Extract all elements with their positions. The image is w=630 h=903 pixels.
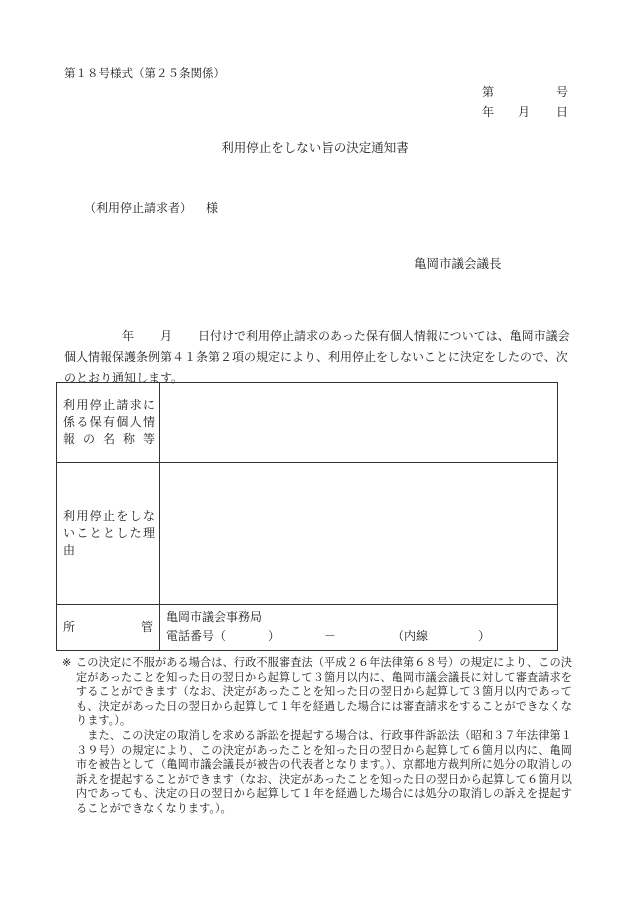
- reason-value: [160, 463, 558, 605]
- decision-table: [56, 382, 558, 651]
- note-appeal: この決定に不服がある場合は、行政不服審査法（平成２６年法律第６８号）の規定により、この決定があったことを知った日の翌日から起算して３箇月以内に、亀岡市議会議長に対して審査請求をすることができます（なお、決定があったことを知った日の翌日から起算して３箇月以内であっても、決定があった日の翌日から起算して１年を経過した場合には審査請求をすることができなくなります。）。: [76, 656, 572, 728]
- phone-close: ）: [268, 628, 281, 643]
- office-name: 亀岡市議会事務局: [166, 609, 263, 624]
- date-month: 月: [518, 105, 531, 119]
- extension-label: （内線: [392, 628, 429, 643]
- reason-label: 利用停止をしないこととした理由: [63, 509, 155, 557]
- addressee-honorific: 様: [206, 201, 219, 215]
- body-text: 日付けで利用停止請求のあった保有個人情報については、亀岡市議会個人情報保護条例第４１条第２項の規定により、利用停止をしないことに決定をしたので、次のとおり通知します。: [64, 329, 570, 385]
- table-row: [57, 605, 558, 651]
- office-cell: [160, 605, 558, 651]
- reason-label-cell: [57, 463, 160, 605]
- sender: 亀岡市議会議長: [414, 256, 502, 271]
- jurisdiction-label-left: 所: [63, 620, 76, 635]
- document-number-suffix: 号: [556, 85, 569, 99]
- info-name-label: 利用停止請求に係る保有個人情報の名称等: [63, 398, 155, 446]
- info-name-value: [160, 383, 558, 463]
- table-row: [57, 463, 558, 605]
- body-month: 月: [160, 329, 173, 343]
- info-name-label-cell: [57, 383, 160, 463]
- addressee: [84, 200, 218, 216]
- jurisdiction-label: [63, 619, 155, 635]
- notes: [62, 656, 572, 817]
- jurisdiction-label-right: 管: [140, 620, 153, 635]
- note-lawsuit: また、この決定の取消しを求める訴訟を提起する場合は、行政事件訴訟法（昭和３７年法律第１３９号）の規定により、この決定があったことを知った日の翌日から起算して６箇月以内に、亀岡市を被告として（亀岡市議会議長が被告の代表者となります。）、京都地方裁判所に処分の取消しの訴えを提起することができます（なお、決定があったことを知った日の翌日から起算して６箇月以内であっても、決定の日の翌日から起算して１年を経過した場合には処分の取消しの訴えを提起することができなくなります。）。: [76, 728, 572, 815]
- form-number: 第１８号様式（第２５条関係）: [64, 66, 225, 80]
- body-year: 年: [122, 329, 135, 343]
- jurisdiction-label-cell: [57, 605, 160, 651]
- notice-body: [64, 326, 574, 389]
- phone-label: 電話番号（: [166, 628, 227, 643]
- document-title: 利用停止をしない旨の決定通知書: [221, 140, 409, 155]
- table-row: [57, 383, 558, 463]
- date-year: 年: [482, 105, 495, 119]
- addressee-placeholder: （利用停止請求者）: [84, 201, 193, 215]
- phone-line: [166, 627, 551, 646]
- phone-dash: －: [324, 628, 337, 643]
- document-number-prefix: 第: [482, 85, 495, 99]
- date-day: 日: [556, 105, 569, 119]
- extension-close: ）: [478, 628, 491, 643]
- note-mark: ※: [62, 656, 72, 669]
